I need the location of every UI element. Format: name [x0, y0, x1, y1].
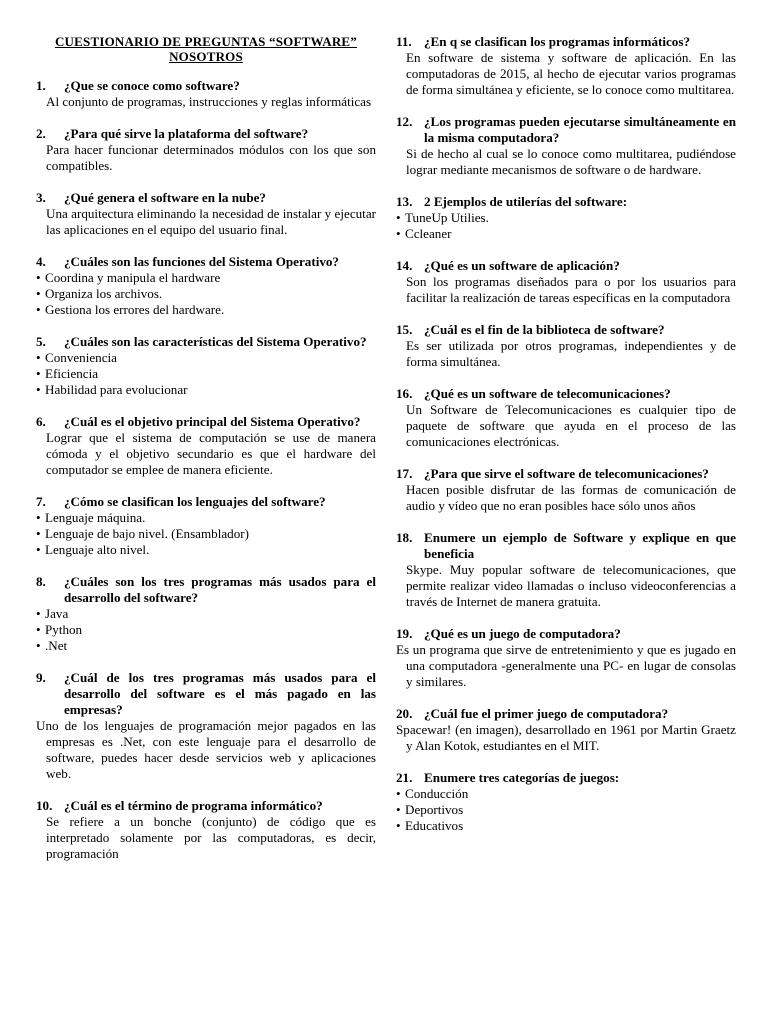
- question-heading: [396, 258, 736, 274]
- question-text: ¿Cuál es el fin de la biblioteca de software?: [424, 322, 665, 337]
- question-text: ¿Cuáles son las características del Sistema Operativo?: [64, 334, 367, 349]
- question-heading: [36, 670, 376, 718]
- question-text: ¿Los programas pueden ejecutarse simultáneamente en la misma computadora?: [424, 114, 736, 145]
- question-block: [36, 254, 376, 318]
- question-number: 11.: [396, 34, 412, 49]
- question-heading: [36, 254, 376, 270]
- question-number: 13.: [396, 194, 413, 209]
- answer-text: Es un programa que sirve de entretenimiento y que es jugado en una computadora -generalmente una PC- en lugar de consolas y similares.: [396, 642, 736, 689]
- answer-text: Si de hecho al cual se lo conoce como multitarea, pudiéndose lograr mediante mecanismos de software o de hardware.: [406, 146, 736, 177]
- question-heading: [396, 194, 736, 210]
- question-text: ¿Para que sirve el software de telecomunicaciones?: [424, 466, 709, 481]
- question-heading: [36, 190, 376, 206]
- question-text: ¿Cómo se clasifican los lenguajes del software?: [64, 494, 326, 509]
- question-text: ¿Qué es un juego de computadora?: [424, 626, 621, 641]
- question-heading: [36, 494, 376, 510]
- question-text: ¿Que se conoce como software?: [64, 78, 240, 93]
- question-heading: [396, 386, 736, 402]
- question-text: ¿Cuáles son las funciones del Sistema Operativo?: [64, 254, 339, 269]
- list-item: • Deportivos: [396, 802, 736, 818]
- list-item: • .Net: [36, 638, 376, 654]
- question-heading: [36, 574, 376, 606]
- question-text: 2 Ejemplos de utilerías del software:: [424, 194, 628, 209]
- answer-text: Spacewar! (en imagen), desarrollado en 1961 por Martin Graetz y Alan Kotok, estudiantes en el MIT.: [396, 722, 736, 753]
- question-number: 20.: [396, 706, 413, 721]
- question-number: 14.: [396, 258, 413, 273]
- question-number: 10.: [36, 798, 53, 813]
- question-heading: [36, 78, 376, 94]
- question-block: [36, 126, 376, 174]
- question-text: ¿Cuál es el objetivo principal del Sistema Operativo?: [64, 414, 361, 429]
- question-block: [396, 770, 736, 834]
- question-block: [36, 670, 376, 782]
- answer-list: [36, 270, 376, 318]
- question-block: [396, 194, 736, 242]
- question-text: Enumere tres categorías de juegos:: [424, 770, 620, 785]
- question-heading: [36, 798, 376, 814]
- list-item: • Conducción: [396, 786, 736, 802]
- question-text: Enumere un ejemplo de Software y explique en que beneficia: [424, 530, 736, 561]
- answer-list: [36, 510, 376, 558]
- question-heading: [396, 34, 736, 50]
- question-heading: [36, 414, 376, 430]
- question-text: ¿Qué es un software de telecomunicaciones?: [424, 386, 671, 401]
- question-text: ¿En q se clasifican los programas informáticos?: [424, 34, 690, 49]
- list-item: • TuneUp Utilies.: [396, 210, 736, 226]
- question-block: [396, 466, 736, 514]
- question-heading: [396, 114, 736, 146]
- list-item: • Conveniencia: [36, 350, 376, 366]
- question-block: [36, 798, 376, 862]
- question-number: 9.: [36, 670, 46, 685]
- question-number: 5.: [36, 334, 46, 349]
- question-text: ¿Cuál es el término de programa informático?: [64, 798, 323, 813]
- list-item: • Habilidad para evolucionar: [36, 382, 376, 398]
- list-item: • Lenguaje alto nivel.: [36, 542, 376, 558]
- answer-text: Son los programas diseñados para o por los usuarios para facilitar la realización de tareas específicas en la computadora: [406, 274, 736, 305]
- question-number: 8.: [36, 574, 46, 589]
- answer-text: Para hacer funcionar determinados módulos con los que son compatibles.: [46, 142, 376, 173]
- question-number: 21.: [396, 770, 413, 785]
- document-title: [36, 34, 376, 64]
- question-block: [36, 494, 376, 558]
- list-item: • Educativos: [396, 818, 736, 834]
- question-text: ¿Cuál fue el primer juego de computadora?: [424, 706, 669, 721]
- answer-text: En software de sistema y software de aplicación. En las computadoras de 2015, al hecho de ejecutar varios programas de forma simultánea y eficiente, se lo conoce como multitarea.: [406, 50, 736, 97]
- question-block: [396, 530, 736, 610]
- question-heading: [396, 706, 736, 722]
- question-block: [396, 322, 736, 370]
- list-item: • Gestiona los errores del hardware.: [36, 302, 376, 318]
- question-number: 2.: [36, 126, 46, 141]
- document-page: [36, 34, 736, 878]
- question-block: [396, 626, 736, 690]
- list-item: • Eficiencia: [36, 366, 376, 382]
- answer-text: Hacen posible disfrutar de las formas de comunicación de audio y vídeo que no eran posibles hace sólo unos años: [406, 482, 736, 513]
- question-number: 18.: [396, 530, 413, 545]
- question-heading: [396, 626, 736, 642]
- question-text: ¿Qué es un software de aplicación?: [424, 258, 620, 273]
- question-heading: [396, 322, 736, 338]
- list-item: • Java: [36, 606, 376, 622]
- question-number: 19.: [396, 626, 413, 641]
- answer-text: Se refiere a un bonche (conjunto) de código que es interpretado solamente por las computadoras, es decir, programación: [46, 814, 376, 861]
- question-block: [36, 334, 376, 398]
- question-heading: [36, 334, 376, 350]
- answer-text: Lograr que el sistema de computación se use de manera cómoda y el objetivo secundario es que el hardware del computador se emplee de manera eficiente.: [46, 430, 376, 477]
- question-block: [36, 190, 376, 238]
- answer-text: Una arquitectura eliminando la necesidad de instalar y ejecutar las aplicaciones en el equipo del usuario final.: [46, 206, 376, 237]
- question-block: [36, 414, 376, 478]
- left-column: [36, 34, 376, 878]
- question-text: ¿Para qué sirve la plataforma del software?: [64, 126, 309, 141]
- list-item: • Python: [36, 622, 376, 638]
- title-line-2: NOSOTROS: [169, 49, 243, 64]
- question-block: [396, 114, 736, 178]
- question-block: [396, 706, 736, 754]
- question-heading: [396, 770, 736, 786]
- question-block: [36, 78, 376, 110]
- question-number: 15.: [396, 322, 413, 337]
- question-text: ¿Cuál de los tres programas más usados para el desarrollo del software es el más pagado en las empresas?: [64, 670, 376, 717]
- question-text: ¿Cuáles son los tres programas más usados para el desarrollo del software?: [64, 574, 376, 605]
- question-number: 7.: [36, 494, 46, 509]
- list-item: • Ccleaner: [396, 226, 736, 242]
- answer-text: Al conjunto de programas, instrucciones y reglas informáticas: [46, 94, 372, 109]
- question-number: 3.: [36, 190, 46, 205]
- right-column: [396, 34, 736, 878]
- answer-list: [36, 350, 376, 398]
- question-heading: [396, 530, 736, 562]
- question-block: [396, 34, 736, 98]
- list-item: • Coordina y manipula el hardware: [36, 270, 376, 286]
- question-block: [396, 258, 736, 306]
- question-number: 16.: [396, 386, 413, 401]
- answer-text: Es ser utilizada por otros programas, independientes y de forma simultánea.: [406, 338, 736, 369]
- question-block: [36, 574, 376, 654]
- question-number: 1.: [36, 78, 46, 93]
- question-heading: [36, 126, 376, 142]
- question-text: ¿Qué genera el software en la nube?: [64, 190, 266, 205]
- title-line-1: CUESTIONARIO DE PREGUNTAS “SOFTWARE”: [54, 34, 358, 49]
- answer-list: [396, 210, 736, 242]
- answer-text: Uno de los lenguajes de programación mejor pagados en las empresas es .Net, con este lenguaje para el desarrollo de software, puedes hacer desde servicios web y aplicaciones web.: [36, 718, 376, 781]
- question-number: 12.: [396, 114, 413, 129]
- answer-list: [36, 606, 376, 654]
- question-number: 6.: [36, 414, 46, 429]
- answer-list: [396, 786, 736, 834]
- question-number: 4.: [36, 254, 46, 269]
- answer-text: Skype. Muy popular software de telecomunicaciones, que permite realizar video llamadas o incluso videoconferencias a través de Internet de manera gratuita.: [406, 562, 736, 609]
- question-heading: [396, 466, 736, 482]
- question-block: [396, 386, 736, 450]
- answer-text: Un Software de Telecomunicaciones es cualquier tipo de paquete de software que ayuda en el proceso de las comunicaciones electrónicas.: [406, 402, 736, 449]
- list-item: • Lenguaje de bajo nivel. (Ensamblador): [36, 526, 376, 542]
- list-item: • Lenguaje máquina.: [36, 510, 376, 526]
- question-number: 17.: [396, 466, 413, 481]
- list-item: • Organiza los archivos.: [36, 286, 376, 302]
